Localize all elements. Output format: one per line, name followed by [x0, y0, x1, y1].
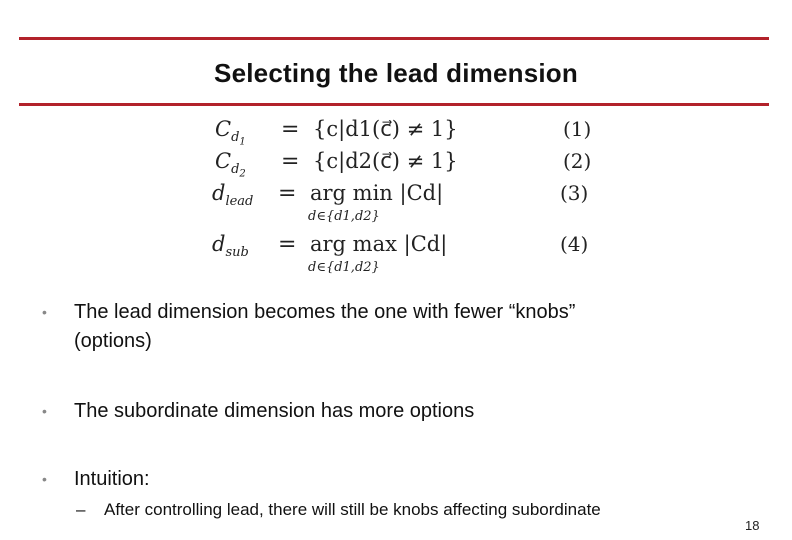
- bullet-marker: •: [42, 304, 47, 320]
- bullet-text: Intuition:: [74, 468, 150, 490]
- equation-rhs: arg max |Cd|: [310, 232, 448, 256]
- equals-sign: =: [281, 117, 300, 142]
- equation-lhs: $C_{d_1}$: [215, 117, 246, 148]
- equation-number: (2): [563, 149, 592, 173]
- equals-sign: =: [278, 181, 297, 206]
- equation-lhs: $C_{d_2}$: [215, 149, 246, 180]
- bullet-item: [42, 398, 742, 428]
- bullet-text: The lead dimension becomes the one with fewer “knobs”: [74, 301, 576, 323]
- equation-number: (1): [563, 117, 592, 141]
- top-divider: [19, 37, 769, 40]
- equation-rhs: {c|d1(c⃗) ≠ 1}: [313, 117, 458, 141]
- equation-rhs: {c|d2(c⃗) ≠ 1}: [313, 149, 458, 173]
- equation-subscript-domain: d∈{d1,d2}: [308, 260, 380, 275]
- bullet-item: [42, 466, 742, 496]
- bullet-text: The subordinate dimension has more options: [74, 400, 475, 422]
- equation-number: (3): [560, 181, 589, 205]
- equation-subscript-domain: d∈{d1,d2}: [308, 209, 380, 224]
- sub-bullet-text: After controlling lead, there will still be knobs affecting subordinate: [104, 500, 601, 519]
- bullet-marker: •: [42, 471, 47, 487]
- equals-sign: =: [278, 232, 297, 257]
- title-divider: [19, 103, 769, 106]
- equation-number: (4): [560, 232, 589, 256]
- sub-bullet-marker: –: [76, 500, 86, 519]
- bullet-item: [42, 299, 742, 359]
- slide-title: Selecting the lead dimension: [214, 58, 578, 88]
- equation-lhs: $d_{lead}$: [212, 181, 254, 210]
- equation-lhs: $d_{sub}$: [212, 232, 249, 261]
- equation-rhs: arg min |Cd|: [310, 181, 444, 205]
- page-number: 18: [745, 518, 760, 533]
- bullet-marker: •: [42, 403, 47, 419]
- bullet-text-continued: (options): [74, 330, 152, 352]
- equals-sign: =: [281, 149, 300, 174]
